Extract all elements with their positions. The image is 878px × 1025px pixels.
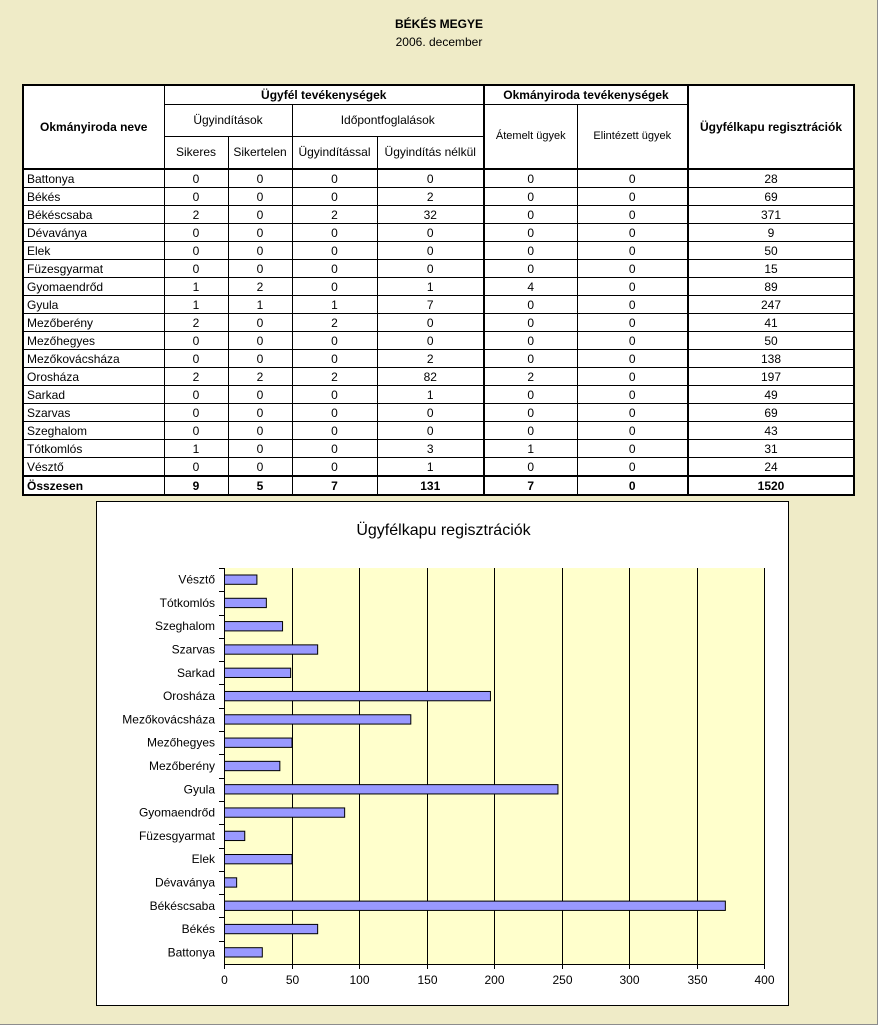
cell-atemelt: 0 [484,350,577,368]
cell-name: Mezőkovácsháza [23,350,164,368]
cell-ugyinditas-nelkul: 1 [377,386,484,404]
table-row [23,206,854,224]
header-col-ugyinditassal: Ügyindítással [292,136,377,169]
cell-ugyinditassal: 0 [292,386,377,404]
cell-ugyinditas-nelkul: 0 [377,242,484,260]
chart-title: Ügyfélkapu regisztrációk [356,522,531,539]
cell-ugyinditassal: 0 [292,169,377,188]
header-col-name: Okmányiroda neve [23,85,164,169]
table-row [23,422,854,440]
x-tick-label: 100 [349,973,370,987]
table-row [23,440,854,458]
table-row [23,314,854,332]
cell-sikeres: 1 [164,278,228,296]
cell-sikertelen: 0 [228,169,292,188]
bar [225,878,237,887]
cell-ugyinditassal: 0 [292,404,377,422]
data-table [22,84,855,496]
cell-elintezett: 0 [577,296,688,314]
cell-sikertelen: 0 [228,188,292,206]
page-title: BÉKÉS MEGYE [394,17,484,31]
y-tick-label: Gyula [183,782,215,797]
table-row [23,458,854,477]
page-subtitle: 2006. december [395,35,483,49]
cell-atemelt: 0 [484,206,577,224]
cell-ugyinditas-nelkul: 2 [377,188,484,206]
bar [225,785,558,794]
cell-ugyfelkapu: 9 [688,224,854,242]
cell-elintezett: 0 [577,206,688,224]
cell-ugyinditas-nelkul: 0 [377,404,484,422]
x-tick-label: 0 [221,973,228,987]
cell-ugyinditas-nelkul: 0 [377,422,484,440]
cell-elintezett: 0 [577,422,688,440]
x-tick-label: 250 [552,973,573,987]
cell-atemelt: 2 [484,368,577,386]
cell-atemelt: 0 [484,332,577,350]
cell-sikeres: 0 [164,404,228,422]
cell-name: Dévaványa [23,224,164,242]
cell-ugyinditas-nelkul: 0 [377,169,484,188]
cell-ugyinditassal: 2 [292,206,377,224]
cell-name: Gyula [23,296,164,314]
cell-ugyfelkapu: 89 [688,278,854,296]
header-col-elintezett: Elintézett ügyek [577,104,688,169]
cell-atemelt: 0 [484,224,577,242]
cell-sikeres: 1 [164,296,228,314]
bar [225,715,411,724]
header-subgroup-ugyinditasok: Ügyindítások [164,104,292,136]
cell-sikertelen: 0 [228,260,292,278]
bar [225,924,318,933]
cell-ugyinditassal: 2 [292,314,377,332]
y-tick-label: Békéscsaba [149,898,215,913]
table-row [23,350,854,368]
table-row [23,224,854,242]
cell-ugyfelkapu: 69 [688,404,854,422]
cell-name: Szeghalom [23,422,164,440]
cell-sikeres: 0 [164,169,228,188]
table-row [23,188,854,206]
bar-chart [97,502,788,1005]
bar [225,598,267,607]
cell-name: Békéscsaba [23,206,164,224]
cell-sikeres: 0 [164,350,228,368]
cell-name: Vésztő [23,458,164,477]
cell-sikeres: 0 [164,332,228,350]
cell-atemelt: 0 [484,422,577,440]
cell-elintezett: 0 [577,332,688,350]
cell-elintezett: 0 [577,169,688,188]
cell-elintezett: 0 [577,440,688,458]
cell-sikeres: 0 [164,458,228,477]
bar [225,622,283,631]
cell-elintezett: 0 [577,386,688,404]
cell-ugyinditassal: 0 [292,440,377,458]
cell-sikertelen: 0 [228,404,292,422]
cell-ugyfelkapu: 49 [688,386,854,404]
bar [225,901,726,910]
cell-ugyinditas-nelkul: 0 [377,314,484,332]
cell-ugyinditassal: 1 [292,296,377,314]
cell-atemelt: 1 [484,440,577,458]
table-row [23,169,854,188]
cell-ugyinditas-nelkul: 2 [377,350,484,368]
bar [225,691,491,700]
cell-sikertelen: 5 [228,476,292,495]
cell-sikertelen: 0 [228,224,292,242]
cell-ugyinditassal: 0 [292,350,377,368]
header-col-ugyinditas-nelkul: Ügyindítás nélkül [377,136,484,169]
cell-ugyfelkapu: 371 [688,206,854,224]
cell-sikertelen: 0 [228,332,292,350]
cell-atemelt: 0 [484,242,577,260]
cell-ugyfelkapu: 247 [688,296,854,314]
cell-atemelt: 7 [484,476,577,495]
cell-ugyfelkapu: 24 [688,458,854,477]
cell-sikertelen: 0 [228,242,292,260]
cell-elintezett: 0 [577,260,688,278]
x-tick-label: 200 [484,973,505,987]
cell-name: Összesen [23,476,164,495]
table-row [23,386,854,404]
bar [225,645,318,654]
y-tick-label: Dévaványa [154,875,215,890]
cell-name: Szarvas [23,404,164,422]
cell-ugyfelkapu: 43 [688,422,854,440]
header-subgroup-idopontfoglalasok: Időpontfoglalások [292,104,484,136]
cell-ugyinditassal: 7 [292,476,377,495]
cell-ugyinditassal: 0 [292,332,377,350]
bar [225,575,257,584]
cell-atemelt: 0 [484,188,577,206]
bar [225,808,345,817]
cell-atemelt: 4 [484,278,577,296]
table-row [23,332,854,350]
header-group-client: Ügyfél tevékenységek [164,85,484,104]
y-tick-label: Békés [181,922,215,937]
cell-ugyfelkapu: 50 [688,242,854,260]
cell-ugyfelkapu: 28 [688,169,854,188]
y-tick-label: Battonya [167,945,215,960]
cell-ugyinditas-nelkul: 82 [377,368,484,386]
bar [225,738,293,747]
x-tick-label: 350 [687,973,708,987]
chart-container [96,501,789,1006]
header-col-sikertelen: Sikertelen [228,136,292,169]
y-tick-label: Sarkad [176,665,215,680]
x-tick-label: 50 [285,973,300,987]
header-col-ugyfelkapu: Ügyfélkapu regisztrációk [688,85,854,169]
cell-ugyfelkapu: 197 [688,368,854,386]
y-tick-label: Vésztő [178,572,215,587]
bar [225,855,293,864]
cell-atemelt: 0 [484,169,577,188]
cell-sikertelen: 0 [228,422,292,440]
table-row [23,278,854,296]
y-tick-label: Gyomaendrőd [138,805,215,820]
cell-ugyfelkapu: 15 [688,260,854,278]
cell-sikertelen: 2 [228,278,292,296]
cell-sikeres: 1 [164,440,228,458]
cell-name: Battonya [23,169,164,188]
cell-sikeres: 2 [164,206,228,224]
x-tick-label: 300 [619,973,640,987]
cell-sikeres: 0 [164,260,228,278]
cell-atemelt: 0 [484,314,577,332]
cell-elintezett: 0 [577,368,688,386]
x-tick-label: 150 [417,973,438,987]
cell-ugyfelkapu: 50 [688,332,854,350]
cell-elintezett: 0 [577,242,688,260]
cell-ugyinditassal: 2 [292,368,377,386]
table-body [23,169,854,495]
y-tick-label: Szarvas [171,642,215,657]
cell-ugyinditassal: 0 [292,188,377,206]
cell-ugyinditas-nelkul: 3 [377,440,484,458]
y-tick-label: Tótkomlós [159,595,215,610]
cell-sikeres: 2 [164,368,228,386]
x-tick-label: 400 [754,973,775,987]
cell-ugyinditassal: 0 [292,278,377,296]
cell-ugyfelkapu: 1520 [688,476,854,495]
y-tick-label: Mezőkovácsháza [122,712,215,727]
cell-sikertelen: 0 [228,314,292,332]
y-tick-label: Mezőhegyes [146,735,215,750]
cell-sikertelen: 0 [228,458,292,477]
cell-name: Mezőberény [23,314,164,332]
cell-ugyinditassal: 0 [292,242,377,260]
cell-sikertelen: 0 [228,350,292,368]
cell-ugyfelkapu: 31 [688,440,854,458]
cell-ugyinditas-nelkul: 1 [377,278,484,296]
cell-name: Békés [23,188,164,206]
cell-elintezett: 0 [577,404,688,422]
cell-sikeres: 0 [164,242,228,260]
cell-ugyinditas-nelkul: 0 [377,260,484,278]
cell-name: Orosháza [23,368,164,386]
cell-elintezett: 0 [577,350,688,368]
y-tick-label: Mezőberény [148,759,215,773]
cell-ugyinditassal: 0 [292,422,377,440]
cell-elintezett: 0 [577,278,688,296]
cell-name: Füzesgyarmat [23,260,164,278]
cell-name: Gyomaendrőd [23,278,164,296]
table-row [23,242,854,260]
table-row [23,368,854,386]
cell-elintezett: 0 [577,188,688,206]
y-tick-label: Orosháza [162,689,215,704]
cell-sikertelen: 0 [228,440,292,458]
cell-ugyinditassal: 0 [292,224,377,242]
cell-ugyinditas-nelkul: 0 [377,332,484,350]
cell-elintezett: 0 [577,476,688,495]
cell-atemelt: 0 [484,458,577,477]
cell-sikertelen: 2 [228,368,292,386]
bar [225,948,263,957]
cell-name: Mezőhegyes [23,332,164,350]
cell-name: Sarkad [23,386,164,404]
cell-atemelt: 0 [484,260,577,278]
header-group-office: Okmányiroda tevékenységek [484,85,688,104]
y-tick-label: Füzesgyarmat [138,828,215,843]
header-col-sikeres: Sikeres [164,136,228,169]
cell-name: Tótkomlós [23,440,164,458]
y-tick-label: Szeghalom [154,619,215,634]
table-row [23,404,854,422]
cell-sikertelen: 0 [228,386,292,404]
cell-ugyinditassal: 0 [292,458,377,477]
cell-ugyinditas-nelkul: 0 [377,224,484,242]
cell-elintezett: 0 [577,458,688,477]
cell-sikertelen: 0 [228,206,292,224]
header-col-atemelt: Átemelt ügyek [484,104,577,169]
cell-name: Elek [23,242,164,260]
cell-ugyinditas-nelkul: 7 [377,296,484,314]
cell-ugyinditas-nelkul: 32 [377,206,484,224]
cell-elintezett: 0 [577,224,688,242]
bar [225,831,245,840]
cell-sikeres: 0 [164,386,228,404]
cell-sikeres: 0 [164,224,228,242]
cell-ugyinditassal: 0 [292,260,377,278]
cell-ugyfelkapu: 138 [688,350,854,368]
cell-atemelt: 0 [484,404,577,422]
cell-ugyfelkapu: 69 [688,188,854,206]
table-row [23,260,854,278]
cell-elintezett: 0 [577,314,688,332]
table-total-row [23,476,854,495]
cell-sikeres: 0 [164,188,228,206]
bar [225,761,280,770]
table-row [23,296,854,314]
cell-ugyfelkapu: 41 [688,314,854,332]
cell-atemelt: 0 [484,296,577,314]
y-tick-label: Elek [191,852,215,867]
cell-sikeres: 9 [164,476,228,495]
cell-ugyinditas-nelkul: 1 [377,458,484,477]
cell-sikeres: 0 [164,422,228,440]
cell-sikertelen: 1 [228,296,292,314]
bar [225,668,291,677]
cell-ugyinditas-nelkul: 131 [377,476,484,495]
cell-sikeres: 2 [164,314,228,332]
cell-atemelt: 0 [484,386,577,404]
